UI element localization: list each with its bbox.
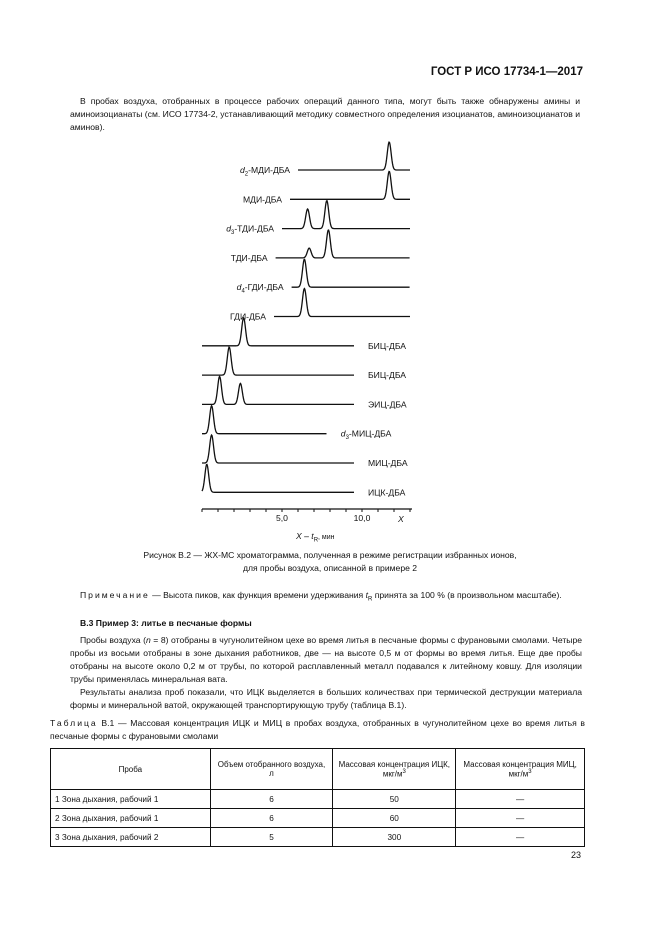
- trace-ГДИ-ДБА: [230, 289, 410, 322]
- cell-volume: 6: [210, 790, 333, 809]
- label-suffix: -МИЦ-ДБА: [348, 428, 392, 439]
- trace-line: [276, 230, 410, 258]
- trace-line: [298, 142, 410, 170]
- table-row: [51, 809, 585, 828]
- para1-n: n: [145, 635, 151, 645]
- table-row: [51, 828, 585, 847]
- label-suffix: -МДИ-ДБА: [248, 165, 290, 175]
- trace-label: МИЦ-ДБА: [368, 458, 408, 468]
- cell-volume: 5: [210, 828, 333, 847]
- header-mic: [456, 749, 585, 790]
- label-prefix: d: [340, 428, 346, 439]
- cell-ick: 300: [333, 828, 456, 847]
- label-subscript: 2: [244, 171, 249, 178]
- header-ick: [333, 749, 456, 790]
- trace-line: [282, 201, 410, 229]
- cell-ick: 60: [333, 809, 456, 828]
- trace-МИЦ-ДБА: [202, 435, 408, 468]
- cell-sample: 2 Зона дыхания, рабочий 1: [51, 809, 211, 828]
- label-suffix: -ГДИ-ДБА: [244, 282, 284, 293]
- concentration-table: [50, 748, 585, 847]
- trace-label: [341, 429, 392, 442]
- trace-line: [202, 347, 354, 375]
- note-t-sub: R: [367, 596, 373, 603]
- trace-label: ГДИ-ДБА: [230, 311, 266, 322]
- trace-БИЦ-ДБА: [202, 318, 406, 351]
- figure-caption: [60, 549, 600, 575]
- x-axis: [202, 509, 412, 544]
- trace-label: [237, 282, 284, 295]
- trace-d3-МИЦ-ДБА: [202, 406, 392, 441]
- label-prefix: d: [226, 223, 231, 234]
- label-prefix: d: [239, 165, 245, 175]
- para1-start: Пробы воздуха (: [80, 635, 146, 645]
- trace-label: БИЦ-ДБА: [368, 370, 407, 381]
- trace-line: [202, 318, 354, 346]
- label-subscript: 3: [230, 230, 235, 237]
- trace-ИЦК-ДБА: [202, 464, 406, 497]
- cell-mic: —: [456, 790, 585, 809]
- trace-label: МДИ-ДБА: [242, 194, 282, 205]
- figure-caption-line1: Рисунок В.2 — ЖХ-МС хроматограмма, полученная в режиме регистрации избранных ионов,: [143, 550, 517, 560]
- x-axis-title-unit: , мин: [318, 534, 335, 541]
- x-axis-title-prefix: X – t: [296, 531, 314, 541]
- table-header-row: [51, 749, 585, 790]
- header-mic-text: Массовая концентрация МИЦ, мкг/м: [463, 759, 577, 779]
- page-number: 23: [570, 850, 581, 860]
- table-row: [51, 790, 585, 809]
- trace-line: [202, 435, 354, 463]
- header-ick-sup: 3: [402, 768, 406, 775]
- para1-rest: = 8) отобраны в чугунолитейном цехе во время литья в песчаные формы с фурановыми смолами. Четыре пробы из восьми отобраны в зоне дыхания работников, две — на высоте 0,5 м от формы во время литья. Еще две пробы отобраны на высоте около 0,2 м от трубы, по которой расплавленный металл подавался к литейному ковшу. Для изоляции трубы применялась минеральная вата.: [70, 635, 583, 684]
- table-caption: [50, 717, 585, 743]
- cell-sample: 1 Зона дыхания, рабочий 1: [51, 790, 211, 809]
- trace-label: БИЦ-ДБА: [368, 340, 407, 351]
- section-heading: В.3 Пример 3: литье в песчаные формы: [80, 618, 252, 628]
- figure-caption-line2: для пробы воздуха, описанной в примере 2: [242, 563, 418, 573]
- label-subscript: 4: [241, 288, 245, 295]
- trace-label: ЭИЦ-ДБА: [368, 399, 407, 410]
- table-label: Таблица: [50, 718, 98, 728]
- trace-label: [226, 224, 274, 237]
- x-tick-label: 5,0: [276, 513, 288, 523]
- note-t: t: [365, 590, 368, 600]
- note-label: Примечание: [80, 590, 150, 600]
- standard-code: ГОСТ Р ИСО 17734-1—2017: [430, 66, 583, 78]
- table-title: В.1 — Массовая концентрация ИЦК и МИЦ в пробах воздуха, отобранных в чугунолитейном цехе во время литья в песчаные формы с фурановыми смолами: [50, 718, 585, 741]
- label-prefix: d: [236, 282, 242, 293]
- trace-ЭИЦ-ДБА: [202, 376, 407, 409]
- trace-d3-ТДИ-ДБА: [226, 201, 410, 236]
- note-text-after: принята за 100 % (в произвольном масштабе).: [372, 590, 562, 600]
- header-ick-text: Массовая концентрация ИЦК, мкг/м: [338, 759, 451, 779]
- trace-line: [202, 406, 327, 434]
- x-axis-title: [295, 531, 335, 544]
- trace-d2-МДИ-ДБА: [240, 142, 410, 177]
- header-volume: Объем отобранного воздуха, л: [210, 749, 333, 790]
- trace-ТДИ-ДБА: [231, 230, 410, 263]
- cell-ick: 50: [333, 790, 456, 809]
- axis-letter: X: [398, 514, 404, 524]
- trace-БИЦ-ДБА: [202, 347, 406, 380]
- figure-note: [70, 589, 582, 607]
- trace-line: [202, 464, 354, 492]
- label-suffix: -ТДИ-ДБА: [234, 223, 274, 234]
- paragraph-sampling: [70, 634, 582, 686]
- trace-МДИ-ДБА: [243, 171, 410, 204]
- cell-mic: —: [456, 809, 585, 828]
- note-text-before: — Высота пиков, как функция времени удерживания: [149, 590, 366, 600]
- trace-label: ИЦК-ДБА: [368, 487, 406, 498]
- cell-sample: 3 Зона дыхания, рабочий 2: [51, 828, 211, 847]
- cell-mic: —: [456, 828, 585, 847]
- header-sample: Проба: [51, 749, 211, 790]
- intro-paragraph: В пробах воздуха, отобранных в процессе рабочих операций данного типа, могут быть также обнаружены амины и аминоизоцианаты (см. ИСО 17734-2, устанавливающий методику совместного определения изоцианатов, аминоизоцианатов и аминов).: [70, 96, 580, 132]
- cell-volume: 6: [210, 809, 333, 828]
- label-subscript: 3: [345, 435, 349, 442]
- trace-d4-ГДИ-ДБА: [237, 259, 410, 294]
- x-tick-label: 10,0: [353, 513, 371, 523]
- x-axis-title-sub: R: [313, 537, 319, 544]
- trace-line: [274, 289, 410, 317]
- trace-label: ТДИ-ДБА: [230, 252, 268, 263]
- header-mic-sup: 3: [528, 768, 532, 775]
- paragraph-results: Результаты анализа проб показали, что ИЦК выделяется в больших количествах при термической деструкции материала формы и минеральной ватой, окружающей транспортирующую трубу (таблица В.1).: [70, 687, 582, 710]
- trace-line: [290, 171, 410, 199]
- trace-line: [292, 259, 410, 287]
- trace-label: [240, 165, 290, 178]
- trace-line: [202, 376, 354, 404]
